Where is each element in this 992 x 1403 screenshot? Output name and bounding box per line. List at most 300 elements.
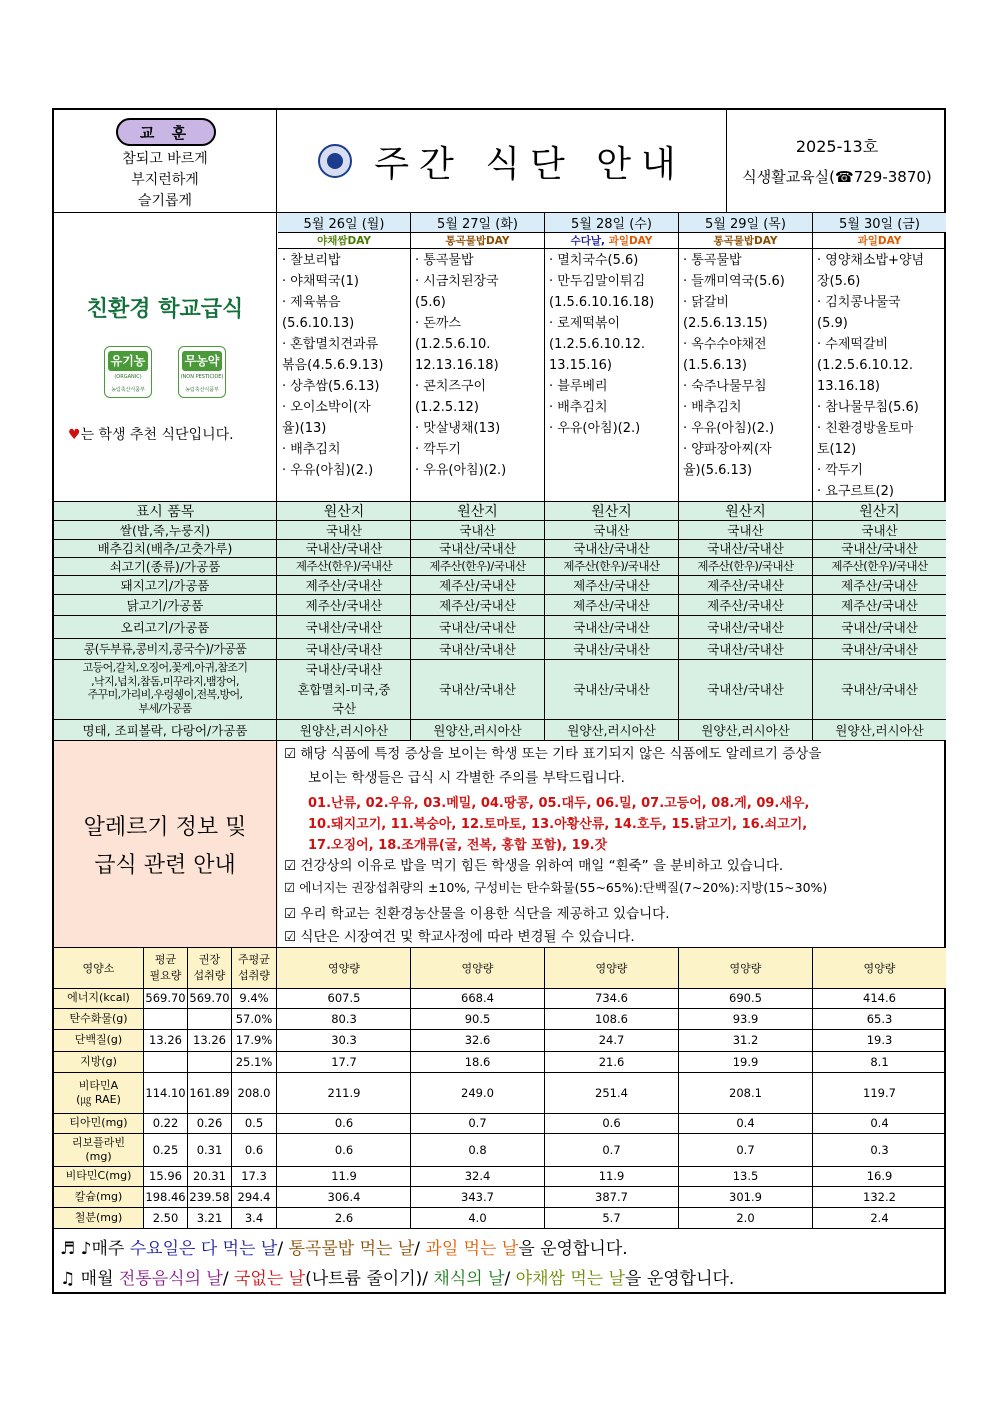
allergy-note-2 [284,878,944,896]
origin-value: 국내산 [727,522,764,538]
nutrition-value: 2.0 [736,1210,755,1225]
menu-item: 토(12) [817,442,857,457]
nutrition-rec: 161.89 [189,1085,230,1100]
menu-item: · 돈까스 [415,316,461,331]
menu-item: (1.2.5.6.10.12. [549,337,646,352]
organic-badge-sub: (ORGANIC) [114,374,142,380]
origin-value-line: 국내산/국내산 [305,662,383,677]
nutrition-header-day: 영양량 [729,961,762,975]
origin-value: 국내산 [593,522,630,538]
theme-mon: 야채쌈DAY [317,234,371,247]
menu-item: · 블루베리 [549,379,608,394]
day-date-mon: 5월 26일 (월) [303,216,385,232]
nutrition-week: 9.4% [239,991,269,1005]
menu-item: · 요구르트(2) [817,484,894,499]
origin-value: 국내산/국내산 [841,682,918,697]
origin-value: 제주산/국내산 [439,597,516,613]
origin-value: 국내산/국내산 [439,682,516,697]
nutrition-avg: 0.22 [152,1116,179,1130]
checkbox-icon: ☑ [284,880,296,895]
origin-value: 국내산/국내산 [573,541,650,556]
menu-item: 율)(13) [282,421,327,436]
nutrition-value: 249.0 [461,1085,494,1100]
nutrition-value: 4.0 [468,1210,487,1225]
nutrition-name: 칼슘(mg) [74,1189,123,1203]
origin-value: 제주산/국내산 [841,577,918,593]
nutrition-value: 690.5 [729,991,762,1005]
origin-item: 오리고기/가공품 [120,619,210,635]
menu-mon [278,248,410,481]
nutrition-avg: 15.96 [149,1169,182,1183]
nutrition-header-week: 주평균 섭취량 [238,952,270,982]
nutrition-value: 21.6 [598,1054,625,1069]
footer-segment: / [222,1269,234,1289]
origin-value: 제주산(한우)/국내산 [563,559,660,573]
nutrition-week: 25.1% [235,1054,273,1069]
origin-value: 제주산/국내산 [305,597,383,613]
nonpesticide-badge-main: 무농약 [182,351,222,371]
origin-value: 제주산/국내산 [305,577,383,593]
nutrition-value: 0.6 [602,1116,621,1130]
nutrition-week: 17.3 [241,1169,267,1183]
organic-badge-main: 유기농 [108,351,148,371]
motto-line-2: 부지런하게 [131,172,199,188]
origin-header: 원산지 [725,503,766,520]
allergy-text: 해당 식품에 특정 증상을 보이는 학생 또는 기타 표기되지 않은 식품에도 알레르기 증상을 [300,746,822,762]
nutrition-rec [188,1051,231,1072]
page-title: 주간 식단 안내 [374,143,686,185]
menu-item: 율)(5.6.13) [683,463,753,478]
origin-value: 원양산,러시아산 [433,722,522,738]
menu-item: (1.2.5.6.10. [415,337,491,352]
origin-value: 제주산/국내산 [707,577,784,593]
nutrition-value: 301.9 [729,1189,762,1204]
menu-item: 13.15.16) [549,358,612,373]
checkbox-icon: ☑ [284,929,297,945]
origin-value: 제주산(한우)/국내산 [429,559,526,573]
menu-sheet [52,108,946,1294]
menu-item: (1.5.6.10.16.18) [549,295,655,310]
checkbox-icon: ☑ [284,746,297,762]
nutrition-rec: 0.26 [196,1116,223,1130]
footer-segment: (나트륨 줄이기)/ [305,1269,434,1289]
nutrition-value: 31.2 [732,1033,759,1047]
origin-item: 배추김치(배추/고춧가루) [97,541,233,556]
menu-item: · 깍두기 [415,442,461,457]
menu-item: · 닭갈비 [683,295,729,310]
menu-item: · 야채떡국(1) [282,274,359,289]
allergy-text: 건강상의 이유로 밥을 먹기 힘든 학생을 위하여 매일 “흰죽” 을 분비하고 있습니다. [300,858,784,874]
nutrition-name: 지방(g) [80,1054,117,1068]
nutrition-value: 32.4 [464,1169,491,1183]
nutrition-value: 90.5 [464,1011,491,1026]
origin-value-line: 혼합멸치-미국,중 [297,681,391,697]
origin-item: 돼지고기/가공품 [120,577,210,593]
nutrition-value: 5.7 [602,1210,621,1225]
origin-value: 국내산/국내산 [305,619,383,635]
origin-header: 원산지 [591,503,632,520]
origin-value: 국내산 [459,522,496,538]
origin-value: 국내산/국내산 [841,641,918,657]
menu-tue [411,248,544,481]
nutrition-value: 19.3 [866,1033,893,1047]
menu-item: · 만두김말이튀김 [549,274,646,289]
footer-segment: 통곡물밥 먹는 날 [288,1239,415,1259]
nutrition-avg: 569.70 [145,991,186,1005]
menu-item: · 우유(아침)(2.) [415,463,507,478]
footer-segment: / [277,1239,289,1259]
menu-item: 13.16.18) [817,379,880,394]
non-pesticide-badge-icon [178,346,226,398]
origin-value: 국내산/국내산 [707,641,784,657]
menu-item: (1.2.5.6.10.12. [817,358,914,373]
menu-item: 12.13.16.18) [415,358,499,373]
footer-segment: 야채쌈 먹는 날 [515,1269,625,1289]
footer-segment: 국없는 날 [233,1269,306,1289]
nutrition-header-rec: 권장 섭취량 [193,952,226,982]
nutrition-value: 251.4 [595,1085,628,1100]
origin-item-line: 부세/가공품 [138,701,192,715]
origin-value: 국내산/국내산 [573,619,650,635]
day-date-thu: 5월 29일 (목) [705,216,786,232]
nutrition-value: 16.9 [866,1169,893,1183]
origin-value: 국내산/국내산 [439,619,516,635]
origin-value: 국내산/국내산 [439,541,516,556]
nutrition-rec: 3.21 [196,1210,223,1225]
nonpesticide-badge-sub: (NON PESTICIDE) [180,374,224,380]
nutrition-week: 294.4 [237,1189,271,1204]
nutrition-value: 119.7 [863,1085,896,1100]
menu-item: · 우유(아침)(2.) [683,421,775,436]
recommend-note [68,424,274,444]
nutrition-name: 철분(mg) [74,1210,123,1224]
nutrition-rec: 239.58 [189,1189,230,1204]
menu-item: · 우유(아침)(2.) [282,463,374,478]
allergy-title-2: 급식 관련 안내 [94,853,236,878]
allergy-line-2: 보이는 학생들은 급식 시 각별한 주의를 부탁드립니다. [308,770,625,786]
nutrition-name: 티아민(mg) [69,1116,128,1129]
nutrition-avg: 198.46 [145,1189,186,1204]
menu-wed [545,248,678,439]
nutrition-value: 0.3 [870,1142,889,1157]
checkbox-icon: ☑ [284,858,297,874]
nutrition-value: 24.7 [598,1033,625,1047]
origin-value: 국내산/국내산 [573,641,650,657]
theme-tue: 통곡물밥DAY [445,234,510,247]
nutrition-value: 414.6 [863,991,896,1005]
nutrition-header-day: 영양량 [595,961,628,975]
nutrition-rec: 13.26 [193,1033,226,1047]
menu-item: · 양파장아찌(자 [683,442,772,457]
nutrition-header-day: 영양량 [328,961,360,975]
nutrition-name: 리보플라빈 (mg) [71,1135,126,1163]
menu-item: 볶음(4.5.6.9.13) [282,358,384,373]
menu-item: (5.6.10.13) [282,316,355,331]
nutrition-value: 0.6 [334,1116,354,1130]
theme-thu: 통곡물밥DAY [713,234,778,247]
origin-value: 제주산/국내산 [439,577,516,593]
menu-item: · 찰보리밥 [282,253,341,268]
menu-item: · 맛살냉채(13) [415,421,501,436]
organic-badge-bottom: 농림축산식품부 [111,387,145,393]
school-emblem-icon [318,144,352,178]
origin-value: 제주산(한우)/국내산 [697,559,794,573]
nutrition-value: 0.4 [736,1116,755,1130]
nutrition-value: 93.9 [732,1011,759,1026]
nutrition-value: 306.4 [327,1189,361,1204]
nutrition-week: 0.5 [244,1116,264,1130]
origin-header-item: 표시 품목 [135,503,195,520]
origin-item-line: 고등어,갈치,오징어,꽃게,아귀,참조기 [82,661,248,674]
menu-item: (1.2.5.12) [415,400,479,415]
origin-value: 국내산/국내산 [305,641,383,657]
origin-value: 제주산/국내산 [573,597,650,613]
menu-item: · 제육볶음 [282,295,341,310]
nutrition-header-day: 영양량 [461,961,494,975]
menu-item: · 김치콩나물국 [817,295,901,310]
nutrition-week: 17.9% [235,1033,273,1047]
menu-item: · 영양채소밥+양념 [817,253,925,268]
menu-fri [813,248,946,502]
nutrition-value: 211.9 [327,1085,361,1100]
page-header-title-area [278,110,726,212]
origin-item: 명태, 조피볼락, 다랑어/가공품 [82,722,248,738]
nutrition-week: 208.0 [237,1085,271,1100]
footer-segment: / [414,1239,426,1259]
nutrition-value: 30.3 [331,1033,357,1047]
nutrition-value: 0.7 [468,1116,487,1130]
organic-badge-icon [104,346,152,398]
issue-info [728,110,946,212]
origin-value: 국내산/국내산 [573,682,650,697]
menu-item: · 들깨미역국(5.6) [683,274,785,289]
nutrition-value: 2.4 [870,1210,889,1225]
day-date-fri: 5월 30일 (금) [839,216,920,232]
footer-segment: 과일 먹는 날 [425,1239,519,1259]
origin-value: 제주산/국내산 [841,597,918,613]
nutrition-header-avg: 평균 필요량 [149,952,182,982]
nutrition-name: 탄수화물(g) [69,1011,128,1025]
nutrition-value: 11.9 [598,1169,625,1183]
origin-value: 제주산/국내산 [707,597,784,613]
day-date-wed: 5월 28일 (수) [571,216,652,232]
menu-item: (5.9) [817,316,848,331]
nutrition-rec: 20.31 [193,1169,226,1183]
motto-line-1: 참되고 바르게 [122,151,208,167]
nutrition-value: 32.6 [464,1033,491,1047]
nutrition-value: 668.4 [461,991,494,1005]
menu-item: · 콘치즈구이 [415,379,487,394]
menu-item: · 통곡물밥 [683,253,742,268]
issue-number: 2025-13호 [795,137,879,156]
menu-item: · 멸치국수(5.6) [549,253,639,268]
eco-meal-title: 친환경 학교급식 [86,297,244,322]
nutrition-value: 17.7 [331,1054,357,1069]
nutrition-avg: 0.25 [152,1142,179,1157]
nutrition-value: 13.5 [732,1169,759,1183]
origin-item: 쇠고기(종류)/가공품 [109,559,221,574]
nutrition-value: 607.5 [327,991,361,1005]
footer-segment: ♫ 매월 [60,1269,119,1289]
nutrition-avg [144,1008,187,1029]
allergy-text: 식단은 시장여건 및 학교사정에 따라 변경될 수 있습니다. [300,929,635,945]
nutrition-week: 57.0% [235,1011,273,1026]
origin-item-line: 주꾸미,가리비,우렁쉥이,전복,방어, [87,688,243,701]
nutrition-rec [188,1008,231,1029]
footer-segment: 을 운영합니다. [518,1239,628,1259]
origin-value: 제주산/국내산 [573,577,650,593]
allergy-note-4 [284,925,944,945]
allergy-title-1: 알레르기 정보 및 [83,815,247,840]
origin-value: 국내산 [325,522,363,538]
origin-item: 콩(두부류,콩비지,콩국수)/가공품 [83,642,247,656]
footer-line-2 [60,1264,940,1289]
menu-item: · 깍두기 [817,463,863,478]
nutrition-name: 비타민A (㎍ RAE) [76,1078,121,1106]
menu-item: · 상추쌈(5.6.13) [282,379,380,394]
menu-item: (5.6) [415,295,446,310]
origin-header: 원산지 [457,503,498,520]
origin-header: 원산지 [859,503,900,520]
origin-value: 국내산/국내산 [707,541,784,556]
menu-item: · 배추김치 [683,400,742,415]
footer-line-1 [60,1234,940,1259]
origin-item-seafood [54,661,276,719]
nutrition-avg [144,1051,187,1072]
nutrition-name: 에너지(kcal) [67,991,130,1004]
nutrition-value: 0.7 [602,1142,621,1157]
allergen-list-2: 10.돼지고기, 11.복숭아, 12.토마토, 13.아황산류, 14.호두, 15.닭고기, 16.쇠고기, [308,817,808,832]
nutrition-avg: 114.10 [145,1085,186,1100]
origin-header: 원산지 [323,503,365,520]
origin-value-seafood-mon [278,660,410,719]
menu-item: · 통곡물밥 [415,253,474,268]
allergen-list-3: 17.오징어, 18.조개류(굴, 전복, 홍합 포함), 19.잣 [308,838,608,853]
origin-value: 원양산,러시아산 [835,722,924,738]
office-contact: 식생활교육실(☎729-3870) [742,168,932,186]
nutrition-week: 0.6 [244,1142,264,1157]
allergy-note-1 [284,854,944,874]
footer-segment: ♬ ♪매주 [60,1239,130,1259]
nutrition-header-day: 영양량 [863,961,896,975]
footer-segment: 수요일은 다 먹는 날 [129,1239,278,1259]
origin-value: 국내산 [861,522,898,538]
nutrition-avg: 2.50 [152,1210,179,1225]
origin-value: 국내산/국내산 [305,541,383,556]
allergy-line-1 [284,742,944,762]
nutrition-value: 132.2 [863,1189,896,1204]
nutrition-value: 734.6 [595,991,628,1005]
menu-item: · 우유(아침)(2.) [549,421,641,436]
allergy-title-bg [54,740,278,947]
menu-item: · 시금치된장국 [415,274,499,289]
nutrition-value: 80.3 [331,1011,357,1026]
nutrition-rec: 0.31 [196,1142,223,1157]
menu-item: · 배추김치 [549,400,608,415]
nutrition-value: 11.9 [331,1169,357,1183]
heart-icon: ♥ [68,427,81,443]
nutrition-value: 0.4 [870,1116,889,1130]
footer-segment: 채식의 날 [433,1269,505,1289]
menu-item: (1.5.6.13) [683,358,747,373]
nutrition-name: 비타민C(mg) [65,1169,132,1182]
nutrition-name: 단백질(g) [74,1033,123,1046]
nutrition-value: 0.7 [736,1142,755,1157]
origin-item-line: ,낙지,넙치,참돔,미꾸라지,뱀장어, [91,674,239,688]
checkbox-icon: ☑ [284,906,297,922]
nutrition-week: 3.4 [244,1210,264,1225]
footer-segment: 을 운영합니다. [625,1269,735,1289]
origin-value: 국내산/국내산 [707,682,784,697]
motto-badge: 교 훈 [116,118,216,146]
menu-item: · 오이소박이(자 [282,400,371,415]
nutrition-value: 0.6 [334,1142,354,1157]
origin-value: 원양산,러시아산 [701,722,790,738]
day-date-tue: 5월 27일 (화) [437,216,518,232]
menu-thu [679,248,812,481]
origin-item: 쌀(밥,죽,누룽지) [119,522,211,538]
allergy-text: 우리 학교는 친환경농산물을 이용한 식단을 제공하고 있습니다. [300,906,670,922]
theme-wed-b: 과일DAY [608,234,653,247]
footer-segment: 전통음식의 날 [118,1269,223,1289]
menu-item: · 로제떡볶이 [549,316,621,331]
theme-wed-a: 수다날, [570,234,606,247]
menu-item: (2.5.6.13.15) [683,316,768,331]
menu-item: · 혼합멸치견과류 [282,337,379,352]
origin-value: 원양산,러시아산 [567,722,656,738]
nutrition-value: 0.8 [468,1142,487,1157]
allergen-list-1: 01.난류, 02.우유, 03.메밀, 04.땅콩, 05.대두, 06.밀, 07.고등어, 08.게, 09.새우, [308,796,810,811]
nutrition-value: 18.6 [464,1054,491,1069]
nutrition-value: 19.9 [732,1054,759,1069]
origin-value: 제주산(한우)/국내산 [831,559,928,573]
origin-value: 원양산,러시아산 [299,722,389,738]
menu-item: · 친환경방울토마 [817,421,914,436]
origin-value: 제주산(한우)/국내산 [295,559,393,573]
footer-segment: / [504,1269,516,1289]
nonpesticide-badge-bottom: 농림축산식품부 [185,387,219,393]
origin-value: 국내산/국내산 [841,541,918,556]
allergy-text: 에너지는 권장섭취량의 ±10%, 구성비는 탄수화물(55~65%):단백질(7~20%):지방(15~30%) [299,880,828,895]
theme-fri: 과일DAY [857,234,902,247]
theme-wed [545,232,678,248]
nutrition-header-name: 영양소 [82,961,115,975]
menu-item: 장(5.6) [817,274,861,289]
nutrition-value: 65.3 [866,1011,893,1026]
recommend-text: 는 학생 추천 식단입니다. [80,427,234,443]
nutrition-value: 387.7 [595,1189,628,1204]
origin-value: 국내산/국내산 [439,641,516,657]
origin-value: 국내산/국내산 [707,619,784,635]
nutrition-value: 208.1 [729,1085,762,1100]
menu-item: · 배추김치 [282,442,341,457]
nutrition-avg: 13.26 [149,1033,182,1047]
menu-item: · 수제떡갈비 [817,337,889,352]
motto-line-3: 슬기롭게 [137,193,193,209]
nutrition-rec: 569.70 [189,991,230,1005]
nutrition-value: 343.7 [461,1189,494,1204]
allergy-note-3 [284,902,944,922]
nutrition-value: 2.6 [334,1210,354,1225]
origin-item: 닭고기/가공품 [126,597,204,613]
menu-item: · 옥수수야채전 [683,337,767,352]
nutrition-value: 108.6 [595,1011,628,1026]
nutrition-value: 8.1 [870,1054,889,1069]
origin-value-line: 국산 [331,701,357,716]
menu-item: · 숙주나물무침 [683,379,767,394]
origin-value: 국내산/국내산 [841,619,918,635]
menu-item: · 참나물무침(5.6) [817,400,919,415]
